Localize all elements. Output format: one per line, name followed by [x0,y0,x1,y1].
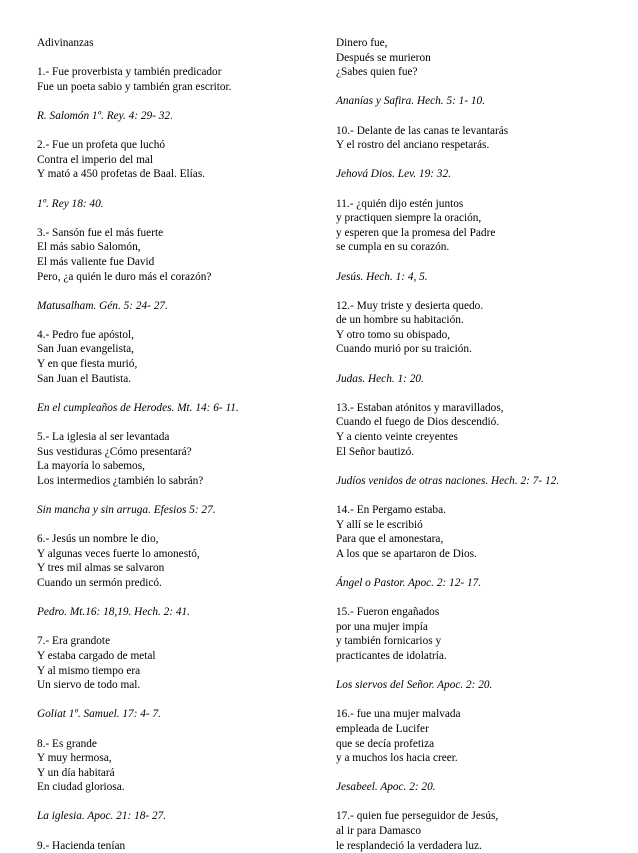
blank-line [37,488,317,503]
text-line: 1.- Fue proverbista y también predicador [37,66,222,79]
text-line: Contra el imperio del mal [37,153,154,166]
text-line: El Señor bautizó. [336,445,415,458]
riddle-answer: Jesús. Hech. 1: 4, 5. [336,270,428,283]
riddle-answer: Judíos venidos de otras naciones. Hech. 2: 7- 12. [336,474,560,487]
text-line: Cuando un sermón predicó. [37,576,162,589]
blank-line [336,488,626,503]
text-line: 6.- Jesús un nombre le dio, [37,533,159,546]
text-line: y esperen que la promesa del Padre [336,226,496,239]
text-line: 2.- Fue un profeta que luchó [37,139,165,152]
text-line: empleada de Lucifer [336,722,429,735]
text-line: Fue un poeta sabio y también gran escritor. [37,80,232,93]
blank-line [336,766,626,781]
riddle-answer: Jehová Dios. Lev. 19: 32. [336,168,451,181]
text-line: Los intermedios ¿también lo sabrán? [37,474,204,487]
blank-line [37,591,317,606]
text-line: 8.- Es grande [37,737,97,750]
text-line: Sus vestiduras ¿Cómo presentará? [37,445,192,458]
riddle-answer: Judas. Hech. 1: 20. [336,372,424,385]
text-line: por una mujer impía [336,620,428,633]
blank-line [37,182,317,197]
text-line: A los que se apartaron de Dios. [336,547,477,560]
blank-line [37,518,317,533]
blank-line [37,94,317,109]
riddle-answer: Ananías y Safira. Hech. 5: 1- 10. [336,95,486,108]
blank-line [336,795,626,810]
text-line: ¿Sabes quien fue? [336,66,418,79]
blank-line [37,284,317,299]
text-line: Dinero fue, [336,37,388,49]
text-line: y practiquen siempre la oración, [336,212,482,225]
blank-line [336,80,626,95]
blank-line [37,51,317,66]
text-line: 15.- Fueron engañados [336,606,440,619]
text-line: 12.- Muy triste y desierta quedo. [336,299,484,312]
right-column [336,36,626,853]
text-line: Y otro tomo su obispado, [336,328,451,341]
blank-line [37,386,317,401]
text-line: 14.- En Pergamo estaba. [336,504,446,516]
text-line: 9.- Hacienda tenían [37,839,126,852]
riddle-answer: Ángel o Pastor. Apoc. 2: 12- 17. [336,576,482,589]
text-line: San Juan evangelista, [37,343,134,356]
riddle-answer: Los siervos del Señor. Apoc. 2: 20. [336,679,493,692]
text-line: Y allí se le escribió [336,518,423,531]
blank-line [37,795,317,810]
text-line: Y tres mil almas se salvaron [37,562,165,575]
text-line: Y un día habitará [37,766,115,779]
blank-line [37,211,317,226]
text-line: y también fornicarios y [336,635,442,648]
blank-line [37,415,317,430]
text-line: 3.- Sansón fue el más fuerte [37,226,164,239]
text-line: que se decía profetiza [336,737,435,750]
text-line: 4.- Pedro fue apóstol, [37,328,134,341]
riddle-answer: Jesabeel. Apoc. 2: 20. [336,781,436,794]
blank-line [336,664,626,679]
text-line: 5.- La iglesia al ser levantada [37,431,170,444]
blank-line [336,591,626,606]
blank-line [37,124,317,139]
text-line: Y a ciento veinte creyentes [336,431,458,444]
text-line: Y el rostro del anciano respetarás. [336,139,490,152]
text-line: Y al mismo tiempo era [37,664,141,677]
text-line: al ir para Damasco [336,825,421,838]
riddle-answer: Matusalham. Gén. 5: 24- 27. [37,299,168,312]
riddle-answer: Sin mancha y sin arruga. Efesios 5: 27. [37,504,216,516]
blank-line [37,620,317,635]
blank-line [336,693,626,708]
blank-line [37,722,317,737]
text-line: Para que el amonestara, [336,533,444,546]
text-line: de un hombre su habitación. [336,314,464,327]
blank-line [336,561,626,576]
text-line: practicantes de idolatría. [336,649,447,662]
riddle-answer: En el cumpleaños de Herodes. Mt. 14: 6- 11. [37,401,239,414]
blank-line [336,182,626,197]
text-line: El más valiente fue David [37,255,155,268]
blank-line [336,284,626,299]
riddle-answer: La iglesia. Apoc. 21: 18- 27. [37,810,167,823]
text-line: El más sabio Salomón, [37,241,141,254]
riddle-answer: 1º. Rey 18: 40. [37,197,104,210]
blank-line [37,313,317,328]
text-line: 11.- ¿quién dijo estén juntos [336,197,464,210]
blank-line [336,386,626,401]
blank-line [37,824,317,839]
text-line: 7.- Era grandote [37,635,111,648]
text-line: le resplandeció la verdadera luz. [336,839,482,852]
text-line: En ciudad gloriosa. [37,781,125,794]
text-line: Y muy hermosa, [37,752,112,765]
blank-line [336,109,626,124]
blank-line [336,459,626,474]
text-line: Cuando el fuego de Dios descendió. [336,416,500,429]
text-line: Adivinanzas [37,37,94,49]
riddle-answer: Pedro. Mt.16: 18,19. Hech. 2: 41. [37,606,190,619]
text-line: Y estaba cargado de metal [37,649,156,662]
text-line: 17.- quien fue perseguidor de Jesús, [336,810,499,823]
left-column [37,36,317,853]
text-line: Pero, ¿a quién le duro más el corazón? [37,270,212,283]
text-line: Cuando murió por su traición. [336,343,472,356]
text-line: Y mató a 450 profetas de Baal. Elías. [37,168,206,181]
text-line: se cumpla en su corazón. [336,241,450,254]
text-line: Un siervo de todo mal. [37,679,141,692]
text-line: Después se murieron [336,51,431,64]
blank-line [336,255,626,270]
text-line: 10.- Delante de las canas te levantarás [336,124,509,137]
riddle-answer: Goliat 1º. Samuel. 17: 4- 7. [37,708,161,721]
text-line: La mayoría lo sabemos, [37,460,145,473]
riddle-answer: R. Salomón 1º. Rey. 4: 29- 32. [37,109,173,122]
text-line: y a muchos los hacia creer. [336,752,458,765]
blank-line [37,693,317,708]
blank-line [336,357,626,372]
blank-line [336,153,626,168]
text-line: San Juan el Bautista. [37,372,132,385]
text-line: Y algunas veces fuerte lo amonestó, [37,547,200,560]
text-line: 13.- Estaban atónitos y maravillados, [336,401,504,414]
text-line: 16.- fue una mujer malvada [336,708,461,721]
text-line: Y en que fiesta murió, [37,358,138,371]
